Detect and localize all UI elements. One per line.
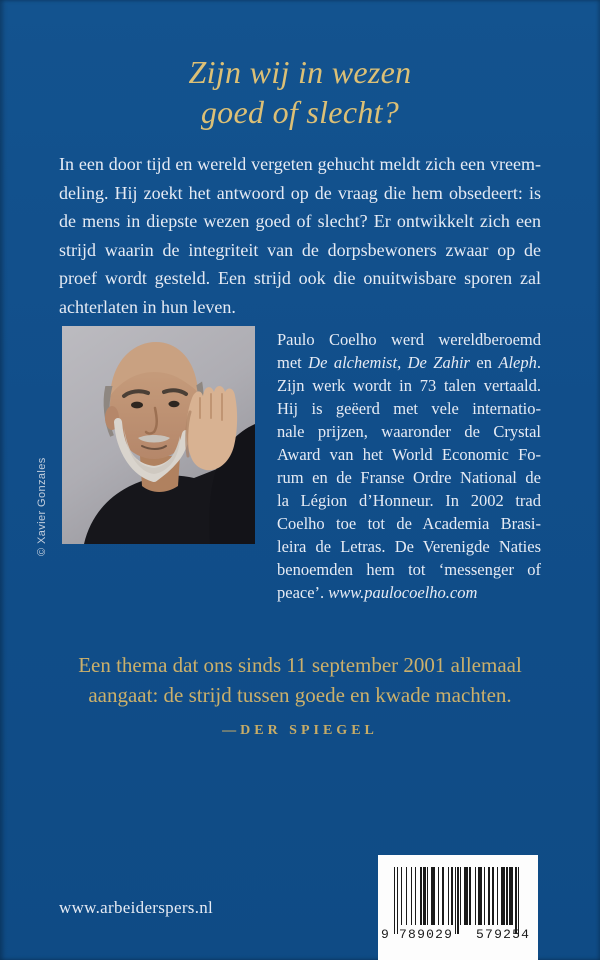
barcode-bar: [478, 867, 482, 925]
barcode-digit: 5: [476, 927, 484, 942]
barcode-bar: [427, 867, 428, 925]
barcode-digit: 4: [521, 927, 529, 942]
author-photo: [62, 326, 255, 544]
barcode-bar: [455, 867, 456, 934]
barcode-digit-lead: 9: [381, 927, 389, 942]
press-quote: [0, 650, 600, 746]
text-line: Coelho toe tot de Academia Brasi-: [277, 514, 541, 533]
text-line: In een door tijd en wereld vergeten gehucht meldt zich een vreem-: [59, 154, 541, 174]
barcode-digit: 7: [399, 927, 407, 942]
barcode-bar: [406, 867, 407, 925]
barcode-bar: [501, 867, 505, 925]
barcode-digit: 0: [426, 927, 434, 942]
text-line: Een thema dat ons sinds 11 september 2001 allemaal: [78, 653, 522, 677]
barcode-digits-right: [476, 926, 529, 942]
barcode-bar: [397, 867, 398, 934]
barcode-bar: [423, 867, 426, 925]
press-quote-lines: [0, 650, 600, 710]
barcode-bar: [506, 867, 507, 925]
barcode-bars: [394, 867, 520, 935]
barcode-bar: [515, 867, 516, 934]
publisher-url: www.arbeiderspers.nl: [59, 898, 214, 917]
text-line: goed of slecht?: [200, 94, 400, 130]
text-line: la Légion d’Honneur. In 2002 trad: [277, 491, 541, 510]
barcode-digit: 2: [503, 927, 511, 942]
barcode-digit: 8: [408, 927, 416, 942]
text-line: Zijn wij in wezen: [188, 54, 412, 90]
barcode-bar: [431, 867, 435, 925]
barcode-bar: [438, 867, 439, 925]
barcode-bar: [420, 867, 421, 925]
text-line: aangaat: de strijd tussen goede en kwade machten.: [88, 683, 512, 707]
barcode-bar: [518, 867, 519, 934]
text-line: Paulo Coelho werd wereldberoemd: [277, 330, 541, 349]
barcode-bar: [475, 867, 476, 925]
photo-credit: © Xavier Gonzales: [36, 457, 48, 556]
text-line: met De alchemist, De Zahir en Aleph.: [277, 353, 542, 372]
text-line: peace’. www.paulocoelho.com: [277, 583, 478, 602]
text-line: proef wordt gesteld. Een strijd ook die onuitwisbare sporen zal: [59, 268, 541, 288]
barcode-bar: [497, 867, 498, 925]
text-line: Zijn werk wordt in 73 talen vertaald.: [277, 376, 541, 395]
barcode-bar: [448, 867, 449, 925]
text-line: leira de Letras. De Verenigde Naties: [277, 537, 541, 556]
barcode-bar: [442, 867, 445, 925]
text-line: benoemden hem tot ‘messenger of: [277, 560, 541, 579]
text-line: deling. Hij zoekt het antwoord op de vraag die hem obsedeert: is: [59, 182, 541, 203]
barcode-bar: [394, 867, 395, 934]
barcode-digit: 9: [494, 927, 502, 942]
barcode-bar: [457, 867, 458, 934]
barcode-bar: [460, 867, 461, 925]
barcode-digit: 9: [417, 927, 425, 942]
author-bio: [277, 328, 541, 604]
text-line: nale prijzen, waaronder de Crystal: [277, 422, 541, 441]
barcode-bar: [415, 867, 416, 925]
text-line: strijd waarin de integriteit van de dorpsbewoners zwaar op de: [59, 239, 541, 260]
barcode-digits-left: [399, 926, 452, 942]
barcode-digit: 2: [435, 927, 443, 942]
barcode-digit: 5: [512, 927, 520, 942]
barcode-bar: [411, 867, 412, 925]
text-line: achterlaten in hun leven.: [59, 296, 236, 317]
text-line: Award van het World Economic Fo-: [277, 445, 541, 464]
text-line: Hij is geëerd met vele internatio-: [277, 399, 541, 418]
synopsis-paragraph: [59, 150, 541, 321]
barcode-bar: [488, 867, 491, 925]
text-line: de mens in diepste wezen goed of slecht? Er ontwikkelt zich een: [59, 211, 541, 231]
text-line: rum en de Franse Ordre National de: [277, 468, 541, 487]
barcode-bar: [509, 867, 513, 925]
isbn-barcode: [378, 855, 538, 960]
barcode-bar: [401, 867, 402, 925]
barcode-bar: [469, 867, 470, 925]
barcode-bar: [464, 867, 468, 925]
barcode-digit: 9: [444, 927, 452, 942]
cover-tagline: [0, 52, 600, 132]
barcode-digit: 7: [485, 927, 493, 942]
press-quote-attribution: —DER SPIEGEL: [222, 723, 378, 738]
barcode-bar: [492, 867, 495, 925]
barcode-bar: [484, 867, 485, 925]
barcode-bar: [451, 867, 454, 925]
